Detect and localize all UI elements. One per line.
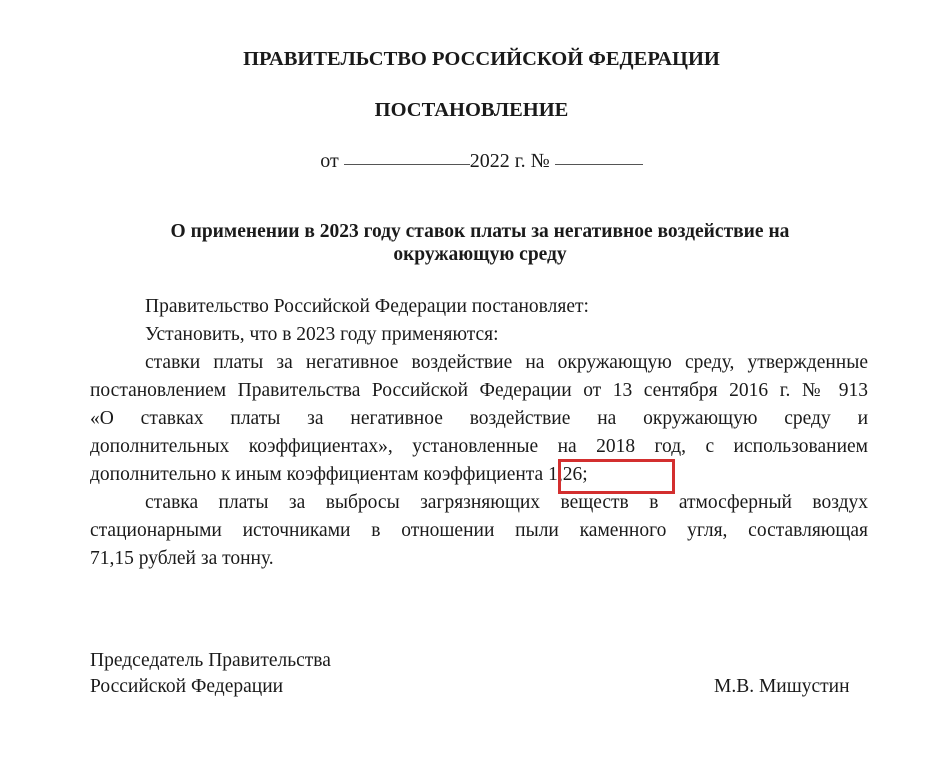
number-blank	[555, 163, 643, 165]
paragraph-coal-line-1: ставка платы за выбросы загрязняющих веществ в атмосферный воздух	[145, 492, 868, 513]
document-subject	[120, 220, 840, 266]
paragraph-coal-line-2: стационарными источниками в отношении пыли каменного угля, составляющая	[90, 520, 868, 541]
paragraph-rates-line-3: «О ставках платы за негативное воздействие на окружающую среду и	[90, 408, 868, 429]
coefficient-highlight-box	[558, 459, 675, 494]
paragraph-rates-line-2: постановлением Правительства Российской Федерации от 13 сентября 2016 г. № 913	[90, 380, 868, 401]
signature-title-line-1: Председатель Правительства	[90, 650, 331, 671]
signature-title-line-2: Российской Федерации	[90, 676, 284, 697]
paragraph-rates-line-4: дополнительных коэффициентах», установленные на 2018 год, с использованием	[90, 436, 868, 457]
date-year: 2022 г. №	[469, 150, 550, 172]
date-number-line	[10, 150, 943, 173]
subject-line-1: О применении в 2023 году ставок платы за негативное воздействие на	[170, 221, 790, 242]
paragraph-decree: Правительство Российской Федерации постановляет:	[145, 296, 589, 317]
government-heading: ПРАВИТЕЛЬСТВО РОССИЙСКОЙ ФЕДЕРАЦИИ	[243, 48, 720, 70]
date-prefix: от	[320, 150, 339, 172]
paragraph-coal-line-3: 71,15 рублей за тонну.	[90, 548, 274, 569]
date-blank	[344, 163, 470, 165]
paragraph-establish: Установить, что в 2023 году применяются:	[145, 324, 499, 345]
paragraph-rates-line-5: дополнительно к иным коэффициентам коэффициента 1,26;	[90, 464, 588, 485]
signatory-name: М.В. Мишустин	[714, 676, 850, 697]
document-type-heading: ПОСТАНОВЛЕНИЕ	[374, 99, 569, 121]
subject-line-2: окружающую среду	[393, 244, 567, 265]
paragraph-rates-line-1: ставки платы за негативное воздействие на окружающую среду, утвержденные	[145, 352, 868, 373]
